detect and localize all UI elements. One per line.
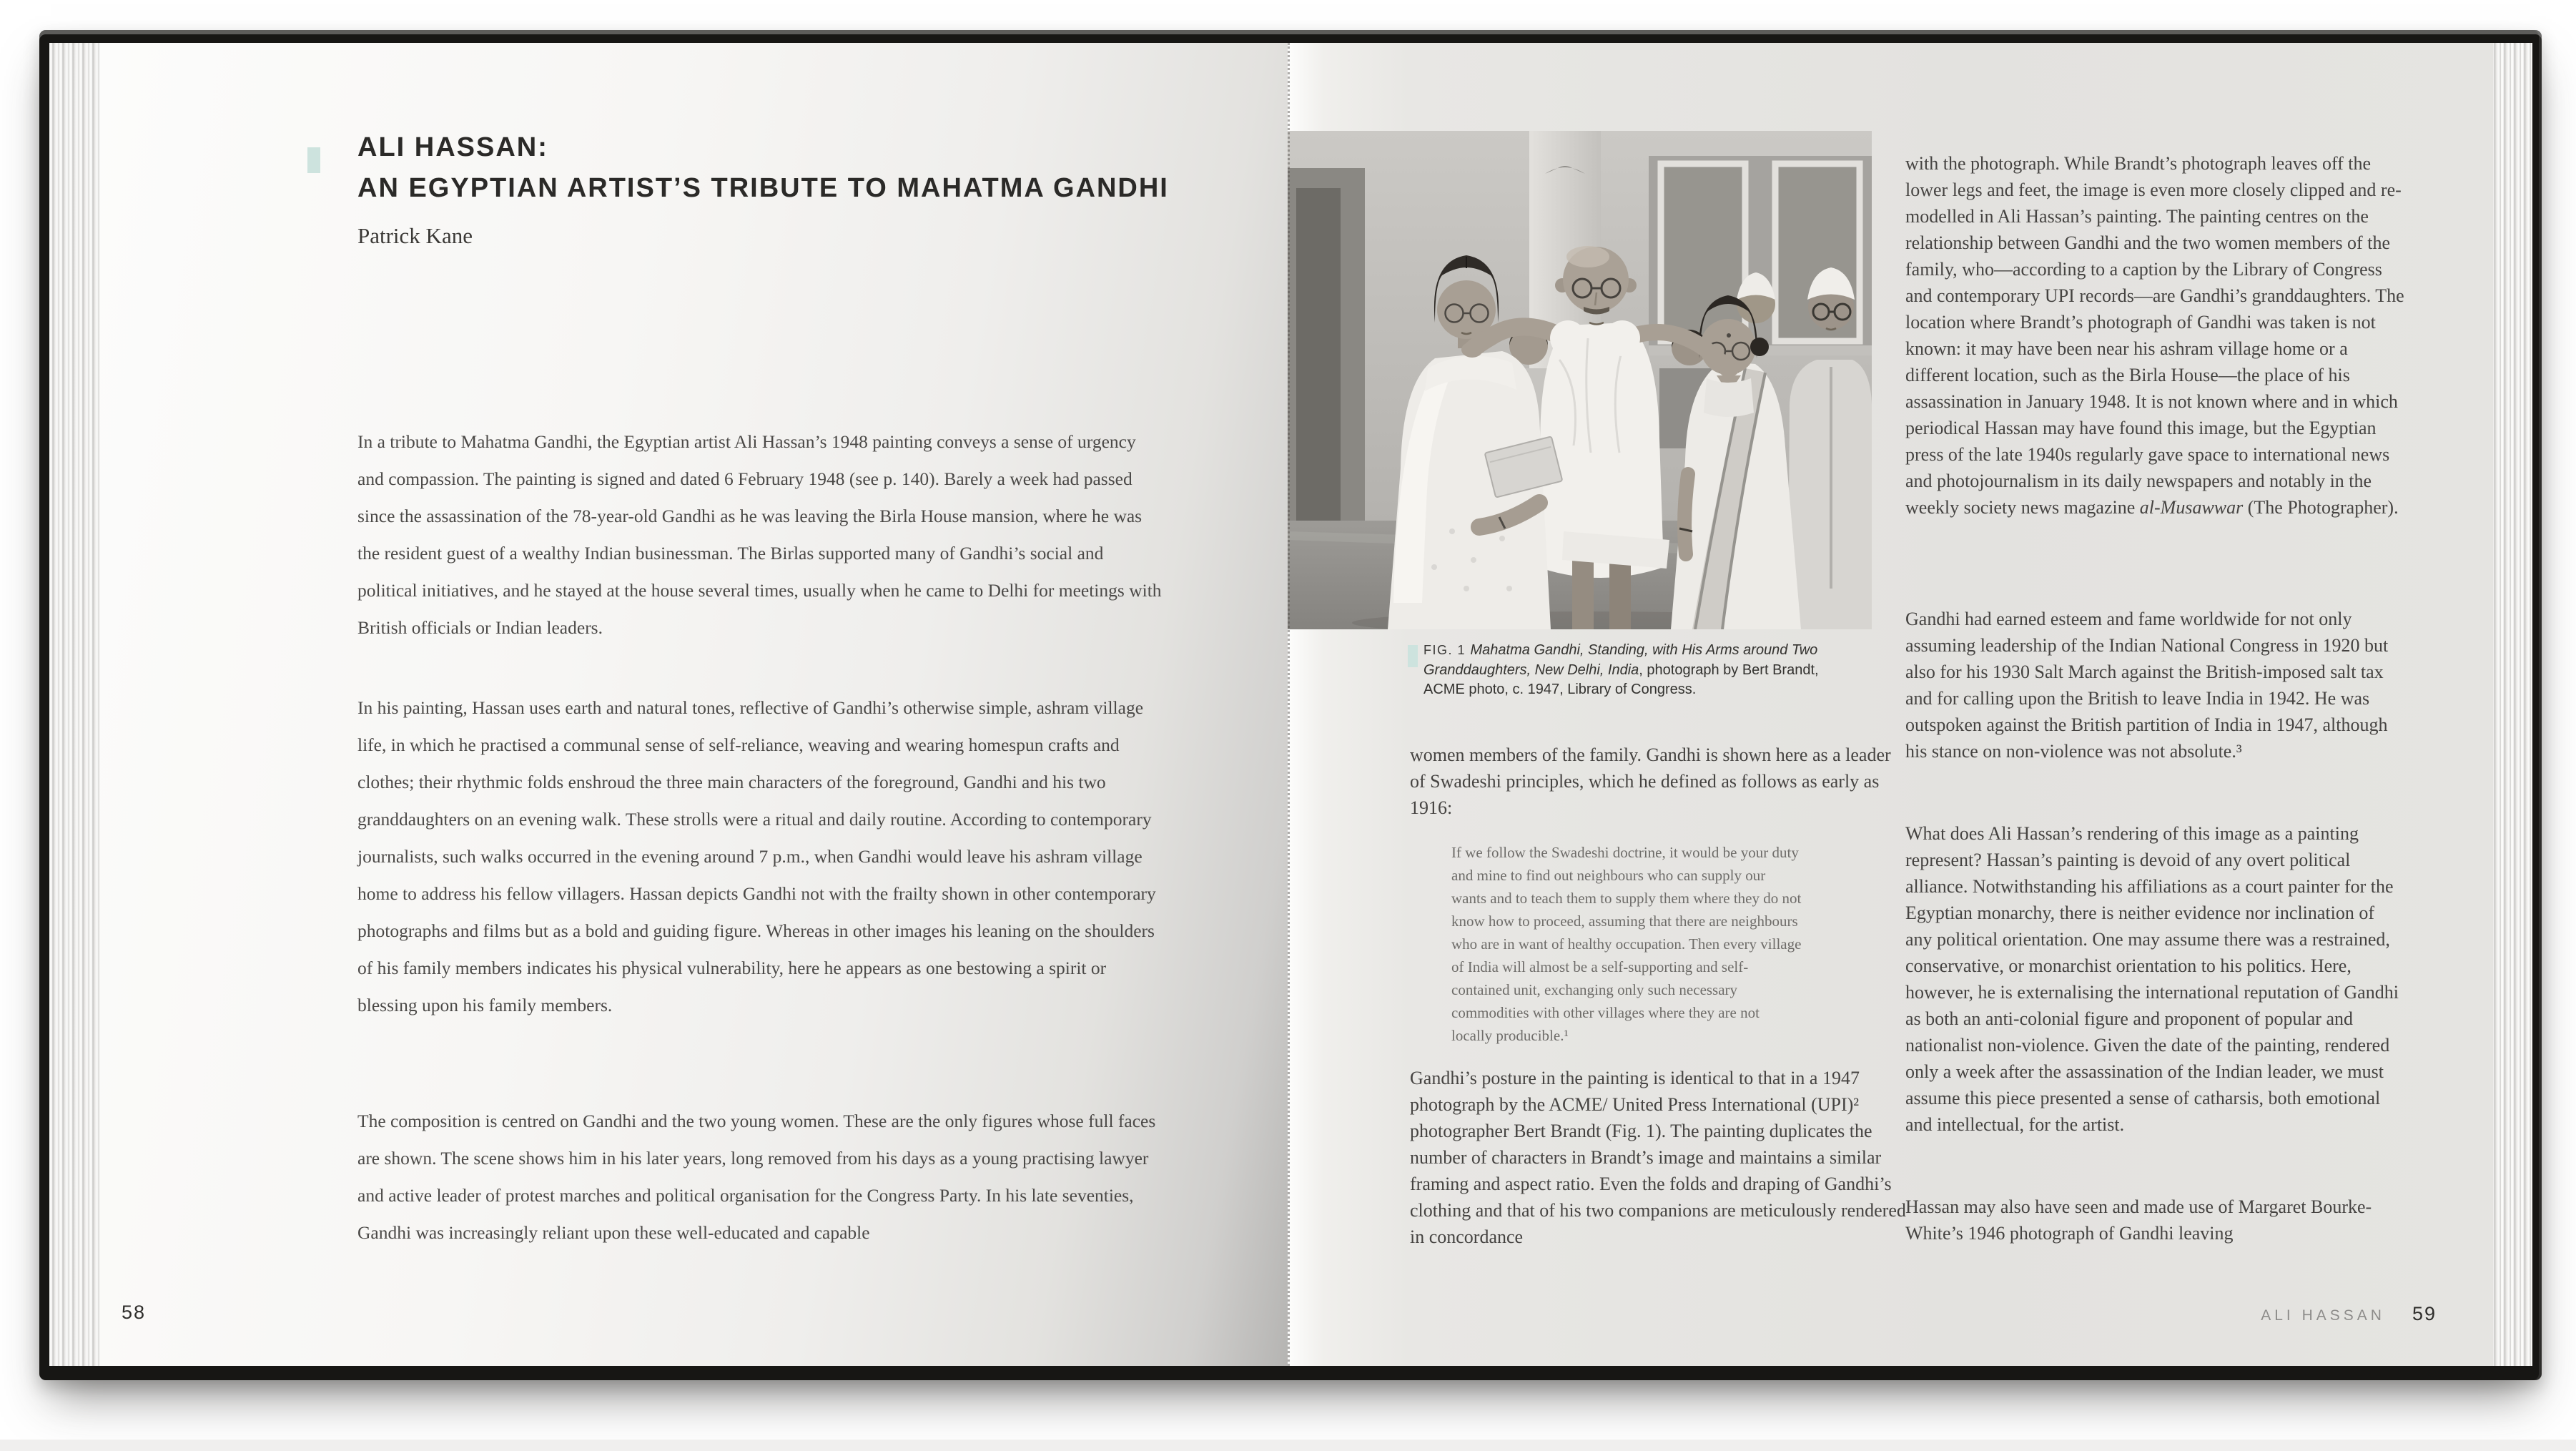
page-edges-right bbox=[2491, 43, 2532, 1366]
page-number-left: 58 bbox=[122, 1302, 147, 1323]
right-page bbox=[1288, 43, 2493, 1366]
body-paragraph: What does Ali Hassan’s rendering of this image as a painting represent? Hassan’s painting is devoid of any overt political alliance. Notwithstanding his affiliations as a court painter for the Egyptian monarchy, there is neither evidence nor inclination of any political orientation. One may assume there was a restrained, conservative, or monarchist orientation to his politics. Here, however, he is externalising the international reputation of Gandhi as both an anti-colonial figure and proponent of popular and nationalist non-violence. Given the date of the painting, rendered only a week after the assassination of the Indian leader, we must assume this piece presented a sense of catharsis, both emotional and intellectual, for the artist. bbox=[1905, 823, 2399, 1135]
block-quote: If we follow the Swadeshi doctrine, it would be your duty and mine to find out neighbours who can supply our wants and to teach them to supply them where they do not know how to proceed, assuming that there are neighbours who are in want of healthy occupation. Then every village of India will almost be a self-supporting and self-contained unit, exchanging only such necessary commodities with other villages where they are not locally producible.¹ bbox=[1451, 844, 1802, 1044]
running-header: ALI HASSAN bbox=[2261, 1307, 2385, 1324]
page-title bbox=[357, 127, 1308, 209]
body-paragraph: women members of the family. Gandhi is shown here as a leader of Swadeshi principles, which he defined as follows as early as 1916: bbox=[1410, 744, 1891, 818]
body-paragraph: with the photograph. While Brandt’s photograph leaves off the lower legs and feet, the image is even more closely clipped and re-modelled in Ali Hassan’s painting. The painting centres on the relationship between Gandhi and the two women members of the family, who—according to a caption by the Library of Congress and contemporary UPI records—are Gandhi’s granddaughters. The location where Brandt’s photograph of Gandhi was taken is not known: it may have been near his ashram village home or a different location, such as the Birla House—the place of his assassination in January 1948. It is not known where and in which periodical Hassan may have found this image, but the Egyptian press of the late 1940s regularly gave space to international news and photojournalism in its daily newspapers and notably in the weekly society news magazine al-Musawwar (The Photographer). bbox=[1905, 153, 2404, 518]
body-paragraph: In a tribute to Mahatma Gandhi, the Egyptian artist Ali Hassan’s 1948 painting conveys a sense of urgency and compassion. The painting is signed and dated 6 February 1948 (see p. 140). Barely a week had passed since the assassination of the 78-year-old Gandhi as he was leaving the Birla House mansion, where he was the resident guest of a wealthy Indian businessman. The Birlas supported many of Gandhi’s social and political initiatives, and he stayed at the house several times, usually when he came to Delhi for meetings with British officials or Indian leaders. bbox=[357, 431, 1162, 638]
author-byline: Patrick Kane bbox=[357, 223, 473, 248]
body-paragraph: In his painting, Hassan uses earth and natural tones, reflective of Gandhi’s otherwise simple, ashram village life, in which he practised a communal sense of self-reliance, weaving and wearing homespun crafts and clothes; their rhythmic folds enshroud the three main characters of the foreground, Gandhi and his two granddaughters on an evening walk. These strolls were a ritual and daily routine. According to contemporary journalists, such walks occurred in the evening around 7 p.m., when Gandhi would leave his ashram village home to address his fellow villagers. Hassan depicts Gandhi not with the frailty shown in other contemporary photographs and films but as a bold and guiding figure. Whereas in other images his leaning on the shoulders of his family members indicates his physical vulnerability, here he appears as one bestowing a spirit or blessing upon his family members. bbox=[357, 697, 1156, 1015]
table-surface-edge bbox=[0, 1440, 2576, 1451]
body-paragraph: Gandhi’s posture in the painting is identical to that in a 1947 photograph by the ACME/ United Press International (UPI)² photographer Bert Brandt (Fig. 1). The painting duplicates the number of characters in Brandt’s image and maintains a similar framing and aspect ratio. Even the folds and draping of Gandhi’s clothing and that of his two companions are meticulously rendered in concordance bbox=[1410, 1068, 1906, 1247]
page-footer bbox=[2261, 1303, 2437, 1325]
body-paragraph: Gandhi had earned esteem and fame worldwide for not only assuming leadership of the Indian National Congress in 1920 but also for his 1930 Salt March against the British-imposed salt tax and for calling upon the British to leave India in 1942. He was outspoken against the British partition of India in 1947, although his stance on non-violence was not absolute.³ bbox=[1905, 609, 2389, 762]
title-line-2: AN EGYPTIAN ARTIST’S TRIBUTE TO MAHATMA GANDHI bbox=[357, 173, 1169, 203]
title-line-1: ALI HASSAN: bbox=[357, 132, 548, 162]
page-number-right: 59 bbox=[2412, 1303, 2437, 1324]
body-paragraph: The composition is centred on Gandhi and the two young women. These are the only figures whose full faces are shown. The scene shows him in his later years, long removed from his days as a young practising lawyer and active leader of protest marches and political organisation for the Congress Party. In his late seventies, Gandhi was increasingly reliant upon these well-educated and capable bbox=[357, 1111, 1156, 1243]
left-page bbox=[99, 43, 1288, 1366]
book-spread bbox=[39, 30, 2542, 1380]
page-edges-left bbox=[49, 43, 99, 1366]
figure-caption: FIG. 1 Mahatma Gandhi, Standing, with His Arms around Two Granddaughters, New Delhi, India, photograph by Bert Brandt, ACME photo, c. 1947, Library of Congress. bbox=[1423, 642, 1819, 697]
gandhi-photograph bbox=[1288, 131, 1872, 629]
gutter-seam bbox=[1288, 43, 1290, 1366]
caption-marker bbox=[1408, 645, 1418, 667]
section-marker bbox=[307, 147, 320, 173]
body-paragraph: Hassan may also have seen and made use of Margaret Bourke-White’s 1946 photograph of Gandhi leaving bbox=[1905, 1196, 2372, 1244]
